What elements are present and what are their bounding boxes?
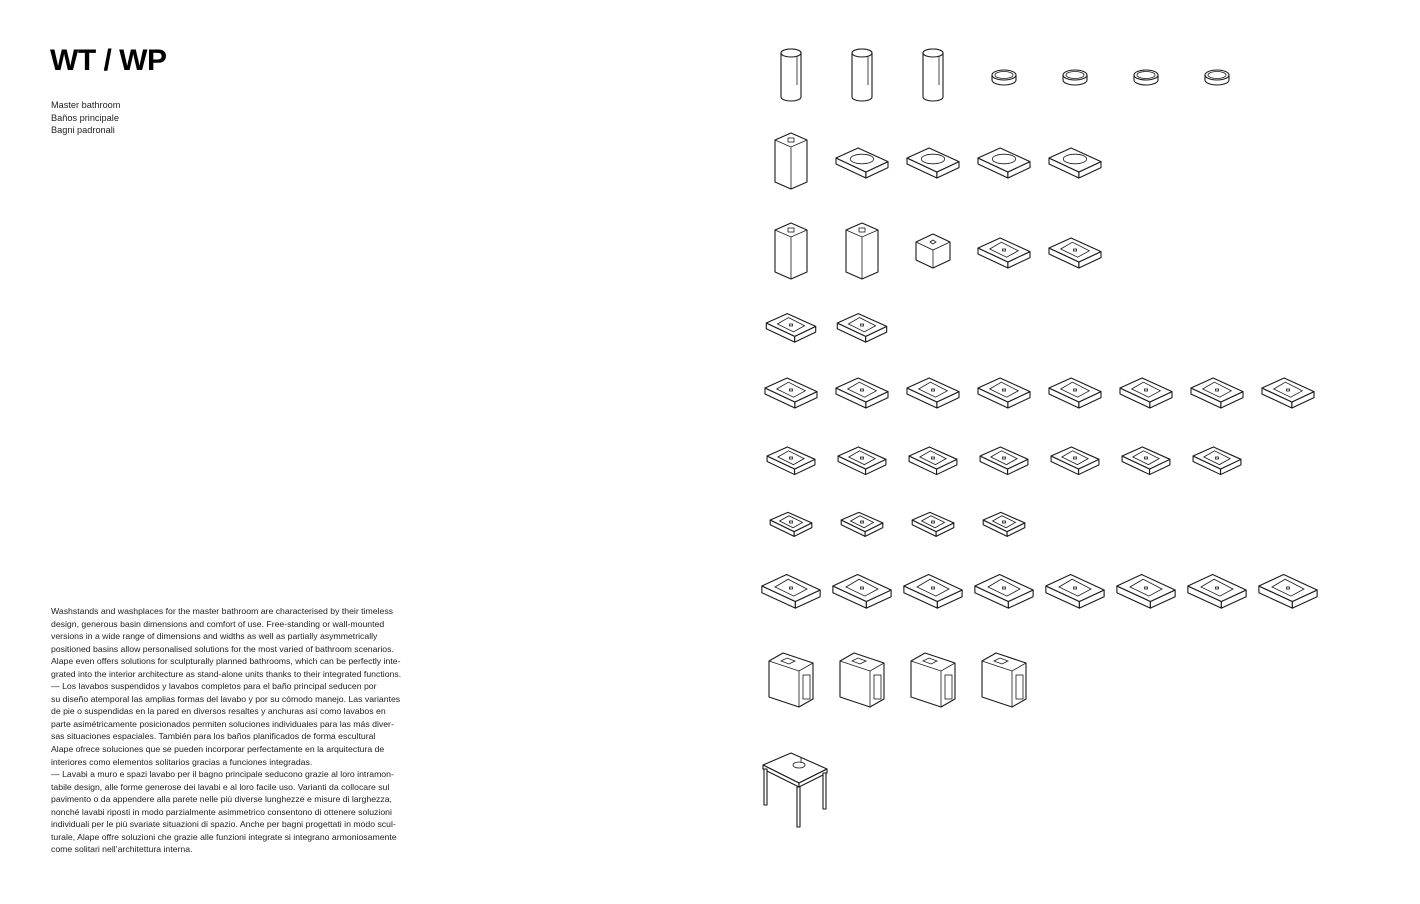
slab-basin-icon xyxy=(1122,447,1170,475)
slab-basin-icon xyxy=(904,575,962,609)
cabinet-basin-icon xyxy=(769,653,813,707)
body-line: de pie o suspendidas en la pared en diversos resaltes y anchuras así como lavabos en xyxy=(51,706,386,717)
body-line: come solitari nell’architettura interna. xyxy=(51,844,193,855)
cylinder-basin-icon xyxy=(781,49,801,101)
slab-basin-icon xyxy=(1046,575,1104,609)
slab-basin-icon xyxy=(766,314,815,343)
slab-basin-icon xyxy=(907,378,959,408)
cabinet-basin-icon xyxy=(840,653,884,707)
slab-basin-icon xyxy=(837,314,886,343)
slab-basin-icon xyxy=(1117,575,1175,609)
slab-basin-icon xyxy=(909,447,957,475)
bowl-basin-icon xyxy=(1134,70,1158,85)
slab-square-basin-icon xyxy=(1049,238,1101,268)
bowl-basin-icon xyxy=(1205,70,1229,85)
square-column-basin-icon xyxy=(775,133,807,189)
slab-basin-icon xyxy=(1051,447,1099,475)
slab-basin-icon xyxy=(836,378,888,408)
slab-basin-icon xyxy=(1262,378,1314,408)
slab-round-basin-icon xyxy=(978,148,1030,178)
body-line: grated into the interior architecture as stand-alone units thanks to their integrated functions. xyxy=(51,668,402,679)
cylinder-basin-icon xyxy=(852,49,872,101)
body-line: Alape ofrece soluciones que se pueden incorporar perfectamente en la arquitectura de xyxy=(51,744,385,755)
body-line: design, generous basin dimensions and comfort of use. Free-standing or wall-mounted xyxy=(51,618,385,629)
product-drawings-svg xyxy=(740,40,1360,840)
bowl-basin-icon xyxy=(992,70,1016,85)
subtitle-english: Master bathroom xyxy=(51,100,121,110)
slab-basin-icon xyxy=(983,512,1025,536)
page-title: WT / WP xyxy=(50,44,167,77)
body-line: — Los lavabos suspendidos y lavabos completos para el baño principal seducen por xyxy=(51,681,377,692)
body-line: parte asimétricamente posicionados permiten soluciones individuales para las más diver- xyxy=(51,718,394,729)
subtitle-block xyxy=(51,99,120,137)
body-line: Washstands and washplaces for the master bathroom are characterised by their timeless xyxy=(51,606,394,616)
cylinder-basin-icon xyxy=(923,49,943,101)
slab-basin-icon xyxy=(1259,575,1317,609)
table-basin-icon xyxy=(763,753,827,827)
slab-basin-icon xyxy=(1193,447,1241,475)
slab-basin-icon xyxy=(765,378,817,408)
slab-round-basin-icon xyxy=(907,148,959,178)
slab-basin-icon xyxy=(975,575,1033,609)
slab-basin-icon xyxy=(767,447,815,475)
slab-round-basin-icon xyxy=(836,148,888,178)
slab-basin-icon xyxy=(1188,575,1246,609)
slab-basin-icon xyxy=(841,512,883,536)
body-line: versions in a wide range of dimensions and widths as well as partially asymmetrically xyxy=(51,631,378,642)
body-line: pavimento o da appendere alla parete nelle più diverse lunghezze e misure di larghezza, xyxy=(51,794,392,805)
slab-square-basin-icon xyxy=(978,238,1030,268)
body-line: positioned basins allow personalised solutions for the most varied of bathroom scenarios. xyxy=(51,643,394,654)
slab-basin-icon xyxy=(838,447,886,475)
cabinet-basin-icon xyxy=(911,653,955,707)
body-line: — Lavabi a muro e spazi lavabo per il bagno principale seducono grazie al loro intramon- xyxy=(51,769,394,780)
body-line: turale, Alape offre soluzioni che grazie alle funzioni integrate si integrano armoniosamente xyxy=(51,831,397,842)
cube-basin-icon xyxy=(916,234,950,268)
product-illustration-grid xyxy=(740,40,1360,840)
bowl-basin-icon xyxy=(1063,70,1087,85)
cabinet-basin-icon xyxy=(982,653,1026,707)
body-line: individuali per le più svariate situazioni di spazio. Anche per bagni progettati in modo scul- xyxy=(51,819,396,830)
body-line: sas situaciones espaciales. También para los baños planificados de forma escultural xyxy=(51,731,376,742)
subtitle-italian: Bagni padronali xyxy=(51,125,115,136)
slab-basin-icon xyxy=(762,575,820,609)
body-line: nonché lavabi riposti in modo parzialmente asimmetrico consentono di ottenere soluzioni xyxy=(51,806,392,817)
slab-basin-icon xyxy=(1191,378,1243,408)
slab-basin-icon xyxy=(978,378,1030,408)
slab-basin-icon xyxy=(1120,378,1172,408)
slab-basin-icon xyxy=(1049,378,1101,408)
body-text xyxy=(51,605,421,856)
body-line: tabile design, alle forme generose dei lavabi e al loro facile uso. Varianti da collocare sul xyxy=(51,781,390,792)
slab-round-basin-icon xyxy=(1049,148,1101,178)
slab-basin-icon xyxy=(770,512,812,536)
body-line: su diseño atemporal las amplias formas del lavabo y por su cómodo manejo. Las variantes xyxy=(51,693,401,704)
subtitle-spanish: Baños principale xyxy=(51,112,119,123)
body-line: Alape even offers solutions for sculpturally planned bathrooms, which can be perfectly inte- xyxy=(51,656,401,667)
slab-basin-icon xyxy=(912,512,954,536)
square-column-basin-icon xyxy=(775,223,807,279)
body-line: interiores como elementos solitarios gracias a funciones integradas. xyxy=(51,756,313,767)
slab-basin-icon xyxy=(833,575,891,609)
square-column-basin-icon xyxy=(846,223,878,279)
slab-basin-icon xyxy=(980,447,1028,475)
